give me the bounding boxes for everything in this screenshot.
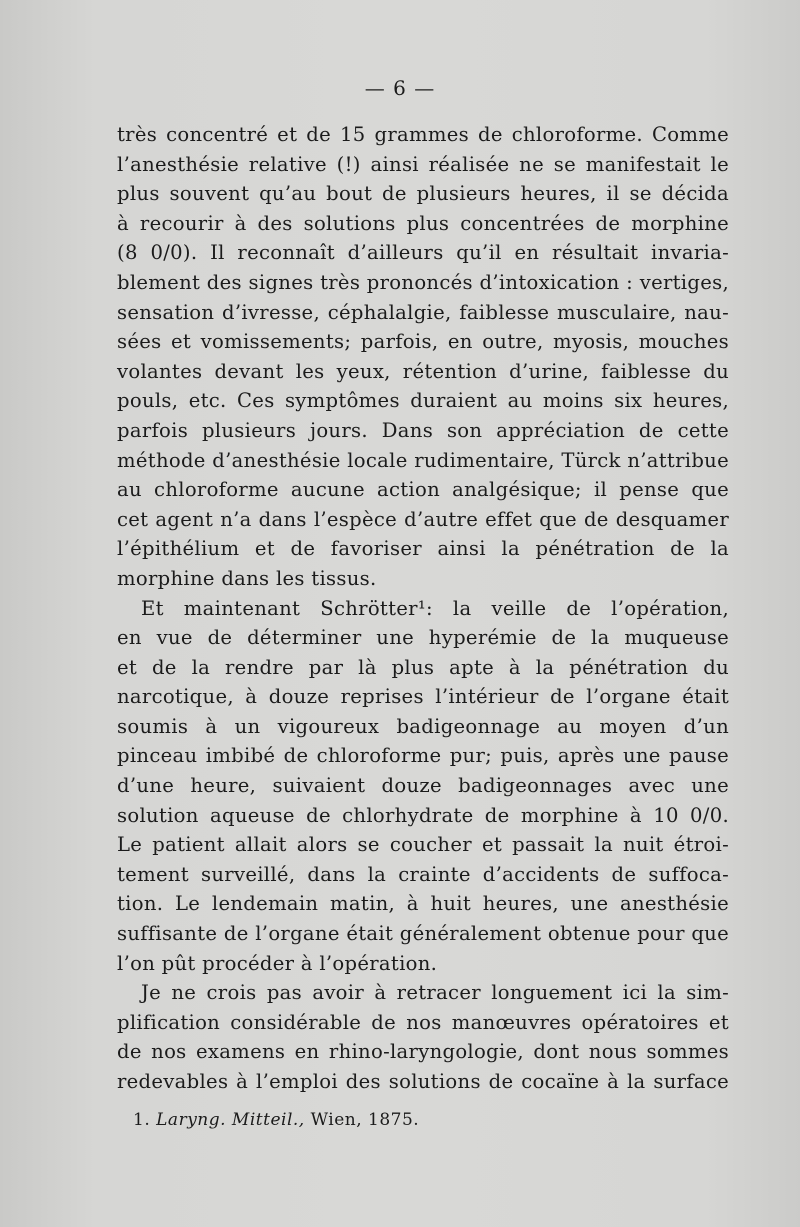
text-line: l’anesthésie relative (!) ainsi réalisée ne se manifestait le [117,152,729,176]
text-line: Et maintenant Schrötter¹: la veille de l’opération, [141,596,729,620]
footnote [133,1110,419,1130]
text-line: plification considérable de nos manœuvres opératoires et [117,1010,729,1034]
body-text [117,120,729,1097]
text-line: sensation d’ivresse, céphalalgie, faiblesse musculaire, nau- [117,300,729,324]
text-line: plus souvent qu’au bout de plusieurs heures, il se décida [117,182,729,206]
text-line: solution aqueuse de chlorhydrate de morphine à 10 0/0. [117,803,729,827]
text-line: à recourir à des solutions plus concentrées de morphine [117,211,729,235]
text-line: sées et vomissements; parfois, en outre, myosis, mouches [117,330,729,354]
text-line: cet agent n’a dans l’espèce d’autre effet que de desquamer [117,507,729,531]
text-line: très concentré et de 15 grammes de chloroforme. Comme [117,123,729,146]
text-line: redevables à l’emploi des solutions de cocaïne à la surface [117,1070,729,1093]
text-line: tion. Le lendemain matin, à huit heures, une anesthésie [117,892,729,916]
text-line: Le patient allait alors se coucher et passait la nuit étroi- [117,833,729,857]
footnote-rest: Wien, 1875. [310,1110,420,1130]
text-line: pouls, etc. Ces symptômes duraient au moins six heures, [117,389,729,413]
text-line: blement des signes très prononcés d’intoxication : vertiges, [117,270,729,294]
text-line: et de la rendre par là plus apte à la pénétration du [117,655,729,679]
text-line: l’on pût procéder à l’opération. [117,951,438,975]
text-line: narcotique, à douze reprises l’intérieur de l’organe était [117,685,729,709]
text-line: en vue de déterminer une hyperémie de la muqueuse [117,626,729,650]
text-line: morphine dans les tissus. [117,566,377,590]
text-line: Je ne crois pas avoir à retracer longuement ici la sim- [141,981,729,1005]
text-line: (8 0/0). Il reconnaît d’ailleurs qu’il en résultait invaria- [117,241,729,265]
text-line: suffisante de l’organe était généralement obtenue pour que [117,922,729,946]
footnote-number: 1. [133,1110,151,1130]
page-number: — 6 — [364,76,436,100]
text-line: volantes devant les yeux, rétention d’urine, faiblesse du [117,359,729,383]
paragraph-3 [117,978,729,1096]
text-line: au chloroforme aucune action analgésique; il pense que [117,478,729,502]
text-line: de nos examens en rhino-laryngologie, dont nous sommes [117,1040,729,1064]
text-line: d’une heure, suivaient douze badigeonnages avec une [117,774,729,798]
text-line: l’épithélium et de favoriser ainsi la pénétration de la [117,537,729,561]
paragraph-1 [117,120,729,594]
text-line: soumis à un vigoureux badigeonnage au moyen d’un [117,714,729,738]
text-line: tement surveillé, dans la crainte d’accidents de suffoca- [117,862,729,886]
text-line: pinceau imbibé de chloroforme pur; puis, après une pause [117,744,729,768]
paragraph-2 [117,594,729,979]
footnote-title: Laryng. Mitteil., [156,1110,305,1130]
text-line: parfois plusieurs jours. Dans son appréciation de cette [117,418,729,442]
text-line: méthode d’anesthésie locale rudimentaire, Türck n’attribue [117,448,729,472]
